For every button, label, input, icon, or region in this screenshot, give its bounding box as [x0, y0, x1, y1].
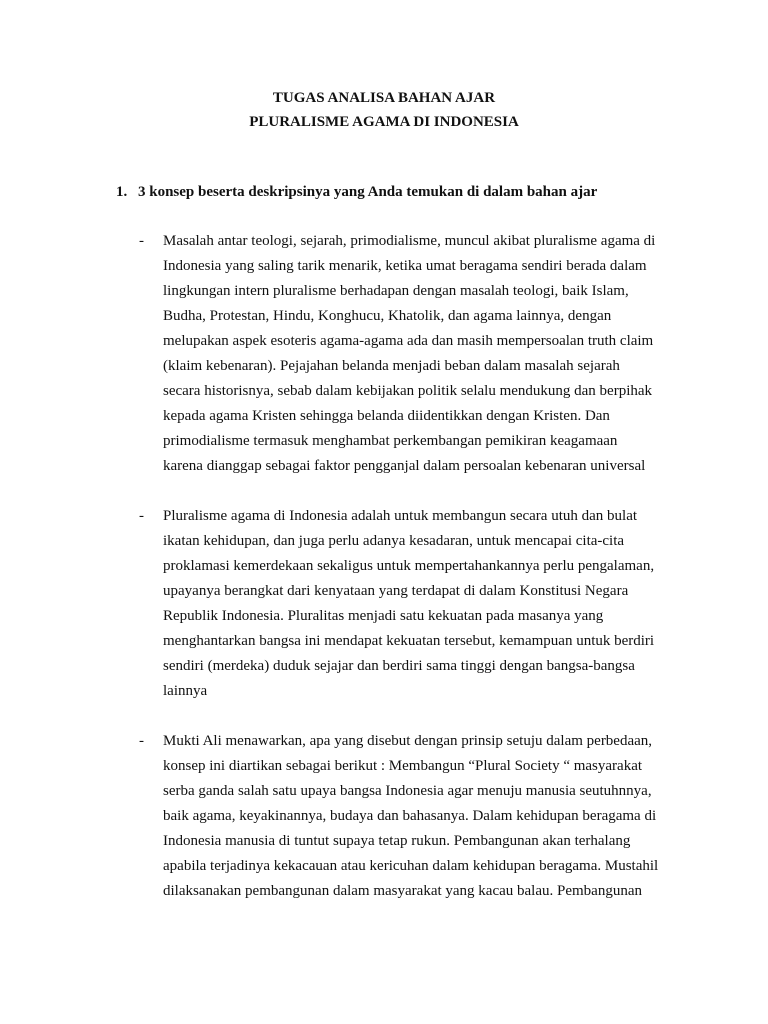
- bullet-paragraph: [163, 229, 683, 479]
- paragraph-line: konsep ini diartikan sebagai berikut : Membangun “Plural Society “ masyarakat: [163, 758, 643, 774]
- paragraph-line: melupakan aspek esoteris agama-agama ada dan masih mempersoalan truth claim: [163, 333, 654, 349]
- paragraph-line: Pluralisme agama di Indonesia adalah untuk membangun secara utuh dan bulat: [163, 508, 638, 524]
- paragraph-line: Republik Indonesia. Pluralitas menjadi satu kekuatan pada masanya yang: [163, 608, 604, 624]
- paragraph-line: ikatan kehidupan, dan juga perlu adanya kesadaran, untuk mencapai cita-cita: [163, 533, 625, 549]
- document-subtitle: PLURALISME AGAMA DI INDONESIA: [249, 114, 519, 130]
- paragraph-line: lainnya: [163, 683, 208, 699]
- paragraph-line: (klaim kebenaran). Pejajahan belanda menjadi beban dalam masalah sejarah: [163, 358, 620, 374]
- paragraph-line: dilaksanakan pembangunan dalam masyarakat yang kacau balau. Pembangunan: [163, 883, 642, 899]
- paragraph-line: Mukti Ali menawarkan, apa yang disebut dengan prinsip setuju dalam perbedaan,: [163, 733, 653, 749]
- paragraph-line: primodialisme termasuk menghambat perkembangan pemikiran keagamaan: [163, 433, 618, 449]
- paragraph-line: karena dianggap sebagai faktor pengganjal dalam persoalan kebenaran universal: [163, 458, 646, 474]
- bullet-paragraph: [163, 729, 683, 904]
- paragraph-line: Masalah antar teologi, sejarah, primodialisme, muncul akibat pluralisme agama di: [163, 233, 656, 249]
- bullet-marker: -: [139, 733, 144, 749]
- paragraph-line: Indonesia yang saling tarik menarik, ketika umat beragama sendiri berada dalam: [163, 258, 647, 274]
- section-heading-text: 3 konsep beserta deskripsinya yang Anda temukan di dalam bahan ajar: [138, 184, 598, 200]
- bullet-marker: -: [139, 233, 144, 249]
- paragraph-line: secara historisnya, sebab dalam kebijakan politik selalu mendukung dan berpihak: [163, 383, 653, 399]
- section-number: 1.: [116, 184, 128, 200]
- paragraph-line: serba ganda salah satu upaya bangsa Indonesia agar menuju manusia seutuhnnya,: [163, 783, 652, 799]
- bullet-paragraph: [163, 504, 683, 704]
- paragraph-line: Budha, Protestan, Hindu, Konghucu, Khatolik, dan agama lainnya, dengan: [163, 308, 612, 324]
- paragraph-line: sendiri (merdeka) duduk sejajar dan berdiri sama tinggi dengan bangsa-bangsa: [163, 658, 635, 674]
- paragraph-line: baik agama, keyakinannya, budaya dan bahasanya. Dalam kehidupan beragama di: [163, 808, 657, 824]
- paragraph-line: menghantarkan bangsa ini mendapat kekuatan tersebut, kemampuan untuk berdiri: [163, 633, 655, 649]
- paragraph-line: kepada agama Kristen sehingga belanda diidentikkan dengan Kristen. Dan: [163, 408, 610, 424]
- paragraph-line: apabila terjadinya kekacauan atau kericuhan dalam kehidupan beragama. Mustahil: [163, 858, 659, 874]
- paragraph-line: proklamasi kemerdekaan sekaligus untuk mempertahankannya perlu pengalaman,: [163, 558, 655, 574]
- bullet-marker: -: [139, 508, 144, 524]
- document-title: TUGAS ANALISA BAHAN AJAR: [272, 90, 496, 106]
- section-heading: [116, 183, 597, 201]
- paragraph-line: lingkungan intern pluralisme berhadapan dengan masalah teologi, baik Islam,: [163, 283, 629, 299]
- paragraph-line: Indonesia manusia di tuntut supaya tetap rukun. Pembangunan akan terhalang: [163, 833, 631, 849]
- paragraph-line: upayanya berangkat dari kenyataan yang terdapat di dalam Konstitusi Negara: [163, 583, 629, 599]
